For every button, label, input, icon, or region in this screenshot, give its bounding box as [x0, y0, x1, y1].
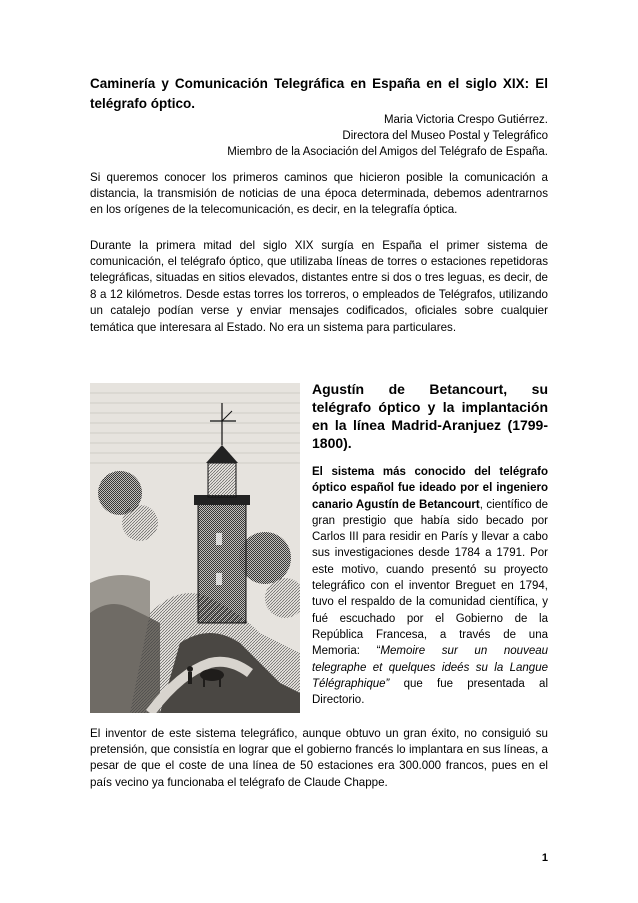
- section-bold-intro: El sistema más conocido del telégrafo óptico español fue ideado por el ingeniero canario Agustín de Betancourt: [312, 466, 548, 511]
- paragraph-intro: [90, 170, 548, 219]
- section-text-b: que fue presentada al Directorio.: [312, 677, 548, 707]
- section-heading: Agustín de Betancourt, su telégrafo óptico y la implantación en la línea Madrid-Aranjuez (1799-1800).: [312, 381, 548, 451]
- author-role-association: Miembro de la Asociación del Amigos del Telégrafo de España.: [227, 146, 548, 158]
- paragraph-inventor-text: El inventor de este sistema telegráfico, aunque obtuvo un gran éxito, no consiguió su pretensión, que consistía en lograr que el gobierno francés lo implantara en sus líneas, a pesar de que el coste de una línea de 50 estaciones era 300.000 francos, pues en el país vecino ya funcionaba el telégrafo de Claude Chappe.: [90, 726, 548, 789]
- paragraph-history-text: Durante la primera mitad del siglo XIX surgía en España el primer sistema de comunicación, el telégrafo óptico, que utilizaba líneas de torres o estaciones repetidoras telegráficas, situadas en sitios elevados, distantes entre si dos o tres leguas, es decir, de 8 a 12 kilómetros. Desde estas torres los torreros, o empleados de Telégrafos, utilizando un catalejo podían verse y enviar mensajes codificados, oficiales sobre cualquier temática que interesara al Estado. No era un sistema para particulares.: [90, 238, 548, 334]
- paragraph-intro-text: Si queremos conocer los primeros caminos que hicieron posible la comunicación a distancia, la transmisión de noticias de una época determinada, debemos adentrarnos en los orígenes de la telecomunicación, es decir, en la telegrafía óptica.: [90, 170, 548, 217]
- author-name: Maria Victoria Crespo Gutiérrez.: [383, 114, 548, 126]
- paragraph-inventor: [90, 726, 548, 792]
- section-text-a: , científico de gran prestigio que había sido becado por Carlos III para residir en París y llevar a cabo sus investigaciones desde 1784 a 1791. Por este motivo, cuando presentó su proyecto telegráfico con el inventor Breguet en 1794, tuvo el respaldo de la comunidad científica, y fué escuchado por el Gobierno de la República Francesa, a través de una Memoria: “: [312, 498, 548, 658]
- section-column: [312, 380, 548, 720]
- page-number: 1: [541, 852, 548, 864]
- document-title: Caminería y Comunicación Telegráfica en España en el siglo XIX: El telégrafo óptico.: [90, 76, 548, 111]
- memoir-title: Memoire sur un nouveau telegraphe et quelques ideés su la Langue Télégraphique”: [312, 645, 549, 690]
- engraving-telegraph-tower-image: [90, 383, 300, 713]
- section-body: [312, 464, 548, 708]
- engraving-illustration: [90, 383, 300, 713]
- paragraph-history: [90, 238, 548, 336]
- author-role-museum: Directora del Museo Postal y Telegráfico: [342, 130, 548, 142]
